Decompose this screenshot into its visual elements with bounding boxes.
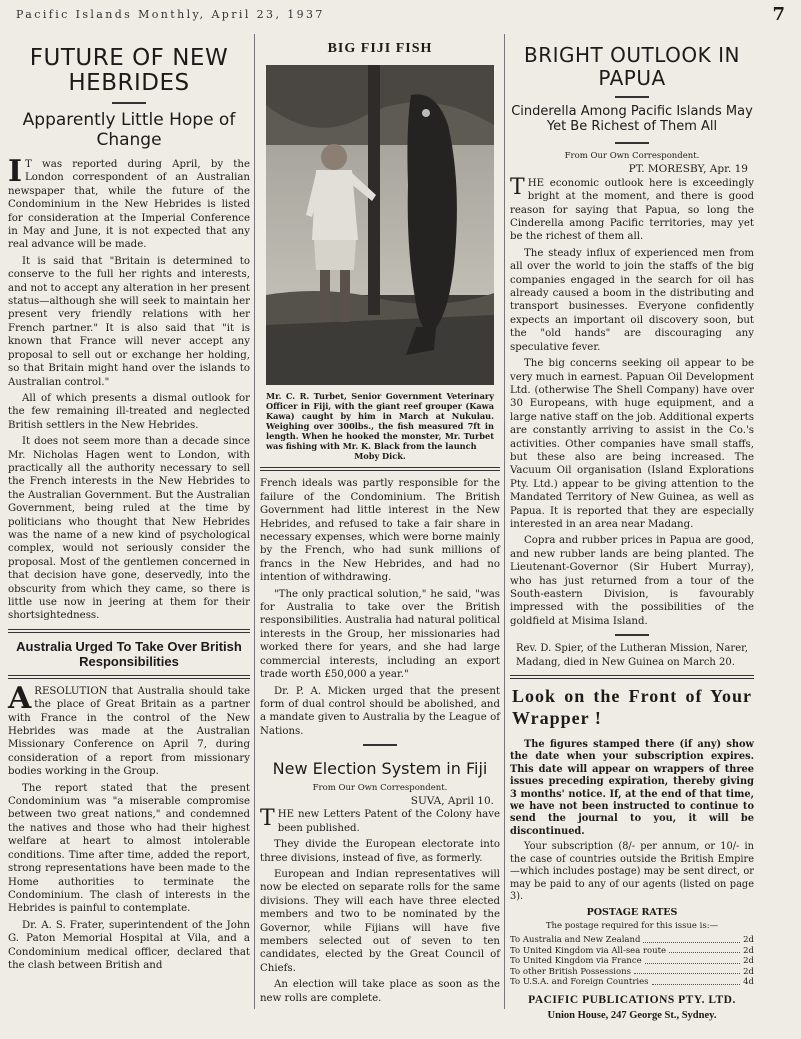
column-left	[8, 30, 250, 975]
article-paragraph: European and Indian representatives will now be elected on separate rolls for the same divisions. They will each have three elected members and two to be nominated by the Governor, while Fijians will have five members selected out of seven to ten candidates, elected by the Great Council of Chiefs.	[260, 868, 500, 974]
column-middle	[260, 30, 500, 1008]
divider	[615, 96, 649, 98]
article-paragraph: An election will take place as soon as the new rolls are complete.	[260, 979, 500, 1004]
running-head: Pacific Islands Monthly, April 23, 1937	[16, 8, 325, 21]
headline-fish: BIG FIJI FISH	[327, 41, 433, 56]
divider	[615, 634, 649, 636]
drop-cap: T	[510, 174, 525, 200]
column-divider	[504, 34, 505, 1009]
column-right	[510, 30, 754, 1022]
article-paragraph: French ideals was partly responsible for the failure of the Condominium. The British Government had little interest in the New Hebrides, and refused to take a fair share in necessary expenses, which were borne mainly by the French, who had sunk millions of francs in the New Hebrides, and had no intention of withdrawing.	[260, 478, 500, 584]
article-paragraph: ARESOLUTION that Australia should take the place of Great Britain as a partner with France in the control of the New Hebrides was made at the Australian Missionary Conference on April 7, during consideration of a report from missionary bodies working in the Group.	[8, 680, 250, 778]
article-paragraph: I T was reported during April, by the London correspondent of an Australian newspaper that, while the future of the Condominium in the New Hebrides is listed for consideration at the Imperial Conference in May and June, it is not expected that any real advance will be made.	[8, 154, 250, 251]
article-paragraph: It is said that "Britain is determined to conserve to the full her rights and interests, and not to accept any alteration in her present status—although she will seek to maintain her present very friendly relations with her French partner." It is also said that "it is known that France will never accept any proposal to sell out or exchange her holding, so that Britain might hand over the islands to Australian control."	[8, 255, 250, 388]
article-paragraph: Dr. P. A. Micken urged that the present form of dual control should be abolished, and a mandate given to Australia by the League of Nations.	[260, 685, 500, 737]
byline: From Our Own Correspondent.	[564, 151, 700, 161]
postage-rates-subtitle: The postage required for this issue is:—	[545, 920, 719, 931]
article-paragraph: "The only practical solution," he said, "was for Australia to take over the British responsibilities. Australia had natural political interests in the Group, her missionaries had worked there for years, and she had large commercial interests, including an export trade worth £50,000 a year."	[260, 588, 500, 681]
publisher-name: PACIFIC PUBLICATIONS PTY. LTD.	[528, 993, 736, 1006]
subhead-hebrides: Apparently Little Hope of Change	[22, 110, 236, 150]
article-paragraph: Dr. A. S. Frater, superintendent of the John G. Paton Memorial Hospital at Vila, and a Condominium medical officer, declared that the clash between British and	[8, 919, 250, 971]
double-rule	[510, 675, 754, 679]
article-paragraph: It does not seem more than a decade since Mr. Nicholas Hagen went to London, with practically all the authority necessary to sell the French interests in the New Hebrides to the Australian Government. But the Australian Government, being ruled at the time by politicians who thought that New Hebrides was the name of a new kind of psychological complex, would not seriously consider the proposal. Most of the gentlemen concerned in that decision have gone, deservedly, into the obscurity from which they came, so there is little use now in jeering at them for their shortsightedness.	[8, 436, 250, 622]
article-paragraph: THE new Letters Patent of the Colony have been published.	[260, 806, 500, 834]
divider	[615, 142, 649, 144]
notice-paragraph: Your subscription (8/- per annum, or 10/- in the case of countries outside the British Empire—which includes postage) may be sent direct, or may be paid to any of our agents (listed on page 3).	[510, 841, 754, 902]
drop-cap: I	[8, 154, 23, 189]
death-notice: Rev. D. Spier, of the Lutheran Mission, Narer, Madang, died in New Guinea on March 20.	[516, 643, 748, 668]
fish-photo	[266, 65, 494, 385]
divider	[363, 744, 397, 746]
article-paragraph: They divide the European electorate into three divisions, instead of five, as formerly.	[260, 839, 500, 864]
rate-row: To United Kingdom via All-sea route 2d	[510, 945, 754, 956]
drop-cap: A	[8, 680, 32, 716]
dateline: PT. MORESBY, Apr. 19	[628, 163, 748, 176]
article-paragraph: The steady influx of experienced men from all over the world to join the staffs of the big companies engaged in the search for oil has already caused a boom in the distributing and transport businesses. Everyone confidently expects an important oil discovery soon, but the "old hands" are discouraging any speculative fever.	[510, 247, 754, 353]
publisher-address: Union House, 247 George St., Sydney.	[547, 1010, 717, 1022]
subhead-papua: Cinderella Among Pacific Islands May Yet Be Richest of Them All	[511, 104, 753, 134]
photo-caption: Mr. C. R. Turbet, Senior Government Veterinary Officer in Fiji, with the giant reef grouper (Kawa Kawa) caught by him in March at Nukulau. Weighing over 300lbs., the fish measured 7ft in length. When he hooked the monster, Mr. Turbet was fishing with Mr. K. Black from the launch Moby Dick.	[266, 391, 494, 462]
article-paragraph: All of which presents a dismal outlook for the few remaining ill-treated and neglected British settlers in the New Hebrides.	[8, 392, 250, 431]
divider	[112, 102, 146, 104]
article-paragraph: The big concerns seeking oil appear to be very much in earnest. Papuan Oil Development Ltd. (otherwise The Shell Company) have over 30 Europeans, with huge equipment, and a large native staff on the job. Additional experts are constantly arriving to assist in the Co.'s activities. Other companies have small staffs, but these also are being increased. The Vacuum Oil organisation (Island Explorations Pty. Ltd.) appear to be giving attention to the Mandated Territory of New Guinea, as well as Papua. It is reported that they are especially interested in an area near Madang.	[510, 358, 754, 530]
notice-paragraph: The figures stamped there (if any) show the date when your subscription expires. This date will appear on wrappers of three issues preceding expiration, thereby giving 3 months' notice. If, at the end of that time, we have not been instructed to continue to send the journal to you, it will be discontinued.	[510, 739, 754, 837]
running-header	[16, 6, 785, 28]
page-number: 7	[772, 4, 785, 25]
double-rule	[260, 467, 500, 471]
rate-row: To U.S.A. and Foreign Countries 4d	[510, 977, 754, 988]
drop-cap: T	[260, 806, 275, 832]
headline-election: New Election System in Fiji	[272, 759, 488, 779]
rate-row: To Australia and New Zealand 2d	[510, 935, 754, 946]
article-paragraph: Copra and rubber prices in Papua are good, and new rubber lands are being planted. The Lieutenant-Governor (Sir Hubert Murray), who has just returned from a tour of the South-eastern Division, is favourably impressed with the possibilities of the goldfield at Misima Island.	[510, 535, 754, 627]
article-paragraph: THE economic outlook here is exceedingly bright at the moment, and there is good reason for saying that Papua, so long the Cinderella among Pacific territories, may yet be the richest of them all.	[510, 174, 754, 243]
column-divider	[254, 34, 255, 1009]
byline: From Our Own Correspondent.	[312, 782, 448, 793]
headline-hebrides: FUTURE OF NEW HEBRIDES	[29, 45, 229, 96]
postage-rates-title: POSTAGE RATES	[586, 907, 678, 919]
rate-row: To United Kingdom via France 2d	[510, 956, 754, 967]
dateline: SUVA, April 10.	[410, 794, 494, 807]
double-rule	[8, 675, 250, 679]
double-rule	[8, 629, 250, 633]
headline-wrapper: Look on the Front of Your Wrapper !	[512, 686, 752, 729]
headline-urged: Australia Urged To Take Over British Responsibilities	[16, 638, 242, 669]
rate-row: To other British Possessions 2d	[510, 966, 754, 977]
headline-papua: BRIGHT OUTLOOK IN PAPUA	[524, 43, 740, 90]
article-paragraph: The report stated that the present Condominium was "a miserable compromise between two great nations," and condemned the natives and those who had their highest welfare at heart to almost intolerable conditions. Time after time, added the report, strong representations have been made to the Home authorities to terminate the Condominium. The clash of interests in the Hebrides is painful to contemplate.	[8, 782, 250, 915]
